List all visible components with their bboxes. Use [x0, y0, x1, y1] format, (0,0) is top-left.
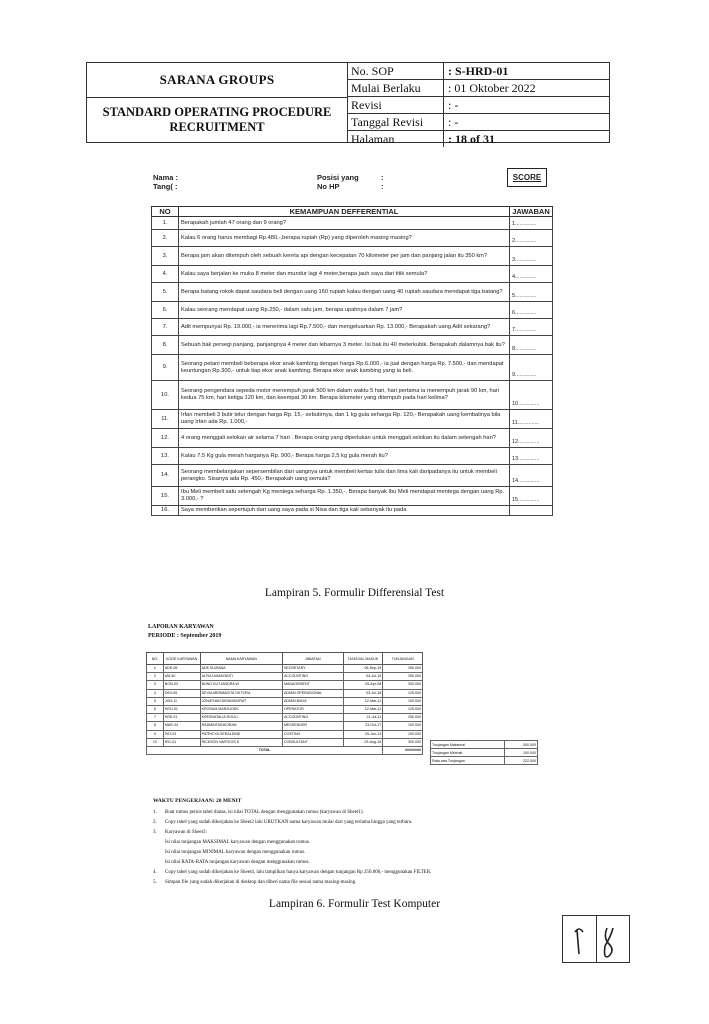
meta-key: No. SOP: [348, 63, 444, 79]
sop-title-line2: RECRUITMENT: [169, 120, 265, 134]
row-no: 10: [147, 738, 164, 746]
row-kode: AM-50: [163, 673, 200, 681]
row-tunjangan: 150.000: [383, 697, 423, 705]
row-jabatan: OPERATOR: [282, 705, 343, 713]
row-tanggal: 03-Jul-18: [343, 689, 383, 697]
question-text: Sebuah bak persegi panjang, panjangnya 4 meter dan lebarnya 3 meter. Isi bak itu 40 meterkubik. Berapakah dalamnya bak itu?: [179, 336, 510, 355]
answer-blank: 10..............: [510, 381, 553, 410]
row-tanggal: 25-Aug-15: [343, 738, 383, 746]
table-row: [147, 714, 423, 722]
instruction-text: Isi nilai tunjangan MAKSIMAL karyawan dengan menggunakan rumus.: [165, 840, 311, 845]
total-label: TOTAL: [147, 746, 383, 754]
col-no: NO.: [147, 653, 164, 665]
col-jabatan: JABATAN: [282, 653, 343, 665]
row-nama: JONATHAN DIRANINGRAT: [200, 697, 282, 705]
summary-label: Tunjangan Maksimal: [431, 741, 505, 749]
computer-test-form: [143, 620, 543, 885]
meta-value: : 18 of 31: [448, 132, 495, 146]
instruction-text: Copy tabel yang sudah dikerjakan ke Sheet2 lalu URUTKAN nama karyawan mulai dari yang terlama hingga yang terbaru.: [165, 820, 413, 825]
row-nama: RADMINTARIKORAN: [200, 722, 282, 730]
row-tunjangan: 300.000: [383, 738, 423, 746]
question-text: Irfan membeli 3 butir telur dengan harga Rp. 15,- sebutirnya, dan 1 kg gula seharga Rp. 120,- Berapakah uang kembalinya bila uang Irfan ada Rp. 1.000,-: [179, 410, 510, 429]
question-text: Berapa jam akan ditempuh oleh sebuah kereta api dengan kecepatan 70 kilometer per jam dan panjang jalan itu 350 km?: [179, 247, 510, 266]
answer-blank: 4..............: [510, 266, 553, 283]
row-kode: BON-03: [163, 681, 200, 689]
row-tanggal: 06-Sep-19: [343, 665, 383, 673]
question-number: 5.: [152, 283, 179, 302]
question-number: 7.: [152, 319, 179, 336]
row-tanggal: 12-Mar-11: [343, 705, 383, 713]
question-number: 14.: [152, 465, 179, 487]
row-jabatan: MESSENGER: [282, 722, 343, 730]
caption-lampiran-6: Lampiran 6. Formulir Test Komputer: [268, 898, 441, 910]
table-row: [147, 730, 423, 738]
instruction-number: 3.: [153, 830, 157, 835]
instruction-number: 1.: [153, 810, 157, 815]
meta-value: : 01 Oktober 2022: [448, 81, 536, 95]
row-jabatan: ADMIN OPERASIONAL: [282, 689, 343, 697]
question-row: [152, 465, 553, 487]
meta-key: Mulai Berlaku: [348, 80, 444, 96]
summary-label: Rata-rata Tunjangan: [431, 757, 505, 765]
row-tunjangan: 100.000: [383, 722, 423, 730]
row-jabatan: MANAGEMENT: [282, 681, 343, 689]
row-tanggal: 05-Apr-08: [343, 681, 383, 689]
posisi-colon: :: [381, 173, 384, 182]
meta-value: : S-HRD-01: [448, 64, 509, 78]
instruction-number: 5.: [153, 880, 157, 885]
meta-row-revisi: [348, 97, 610, 114]
row-tunjangan: 250.000: [383, 714, 423, 722]
question-row: [152, 283, 553, 302]
row-kode: JON-11: [163, 697, 200, 705]
row-kode: PAT-03: [163, 730, 200, 738]
caption-lampiran-5: Lampiran 5. Formulir Differensial Test: [264, 587, 445, 599]
question-text: Seorang membelanjakan sepersembilan dari uangnya untuk membeli kertas tulis dan lima kali daripadanya itu untuk membeli perangko. Sisanya ada Rp. 450,- Berapakah uang semula?: [179, 465, 510, 487]
instruction-text: Copy tabel yang sudah dikerjakan ke Sheet4, lalu tampilkan hanya karyawan dengan tunjangan Rp 250.000,- menggunakan FILTER.: [165, 870, 432, 875]
instruction-item: [153, 828, 533, 838]
meta-row-tanggal-revisi: [348, 114, 610, 131]
sop-meta: [348, 63, 610, 147]
table-row: [147, 673, 423, 681]
col-tunjangan: TUNJANGAN: [383, 653, 423, 665]
score-box: SCORE: [507, 168, 547, 187]
summary-table: [430, 740, 538, 765]
answer-blank: 9..............: [510, 355, 553, 381]
row-nama: PATRICYA GERALDINE: [200, 730, 282, 738]
question-number: 12.: [152, 429, 179, 448]
meta-key: Tanggal Revisi: [348, 114, 444, 130]
table-row: [147, 738, 423, 746]
question-row: [152, 381, 553, 410]
row-no: 5: [147, 697, 164, 705]
question-text: Kalau saya berjalan ke muka 8 meter dan mundur lagi 4 meter,berapa jauh saya dari titik semula?: [179, 266, 510, 283]
question-number: 2.: [152, 230, 179, 247]
question-row: [152, 355, 553, 381]
row-no: 9: [147, 730, 164, 738]
instruction-text: Buat rumus pernis tabel diatas, isi nilai TOTAL dengan menggunakan rumus (karyawan di Sheet1).: [165, 810, 364, 815]
work-time: WAKTU PENGERJAAN: 20 MENIT: [153, 798, 242, 804]
question-number: 13.: [152, 448, 179, 465]
employee-table: [146, 652, 423, 755]
total-row: [147, 746, 423, 754]
col-nama: NAMA KARYAWAN: [200, 653, 282, 665]
answer-blank: 12..............: [510, 429, 553, 448]
row-tunjangan: 125.000: [383, 705, 423, 713]
meta-row-mulai: [348, 80, 610, 97]
question-text: Adit mempunyai Rp. 19.000,- ia menerima lagi Rp.7.500,- dan mengeluarkan Rp. 13.000,- Berapakah uang Adit sekarang?: [179, 319, 510, 336]
instruction-item: [153, 838, 533, 848]
summary-value: 100.000: [505, 749, 538, 757]
row-kode: KRO-01: [163, 705, 200, 713]
row-tanggal: 04-Jul-15: [343, 673, 383, 681]
summary-value: 300.000: [505, 741, 538, 749]
question-number: 15.: [152, 487, 179, 506]
meta-value: : -: [448, 98, 459, 112]
row-nama: BONG KUTJANDRA W: [200, 681, 282, 689]
row-nama: ADE SUZIANA: [200, 665, 282, 673]
instruction-number: 2.: [153, 820, 157, 825]
question-row: [152, 506, 553, 516]
row-jabatan: ADMIN BIAYA: [282, 697, 343, 705]
meta-row-halaman: [348, 131, 610, 147]
question-text: 4 orang menggali selokan air selama 7 hari . Berapa orang yang diperlukan untuk menggali selokan itu dalam setengah hari?: [179, 429, 510, 448]
instruction-item: [153, 868, 533, 878]
row-tunjangan: 300.000: [383, 681, 423, 689]
row-tanggal: 25-Jun-13: [343, 730, 383, 738]
nama-label: Nama :: [153, 173, 179, 182]
col-jawaban: JAWABAN: [510, 207, 553, 217]
question-text: Ibu Meli membeli satu setengah Kg mentega seharga Rp. 1.350,-. Berapa banyak Ibu Meli mendapat mentega dengan uang Rp. 3.000,- ?: [179, 487, 510, 506]
table-row: [147, 689, 423, 697]
row-jabatan: ACCOUNTING: [282, 673, 343, 681]
differential-table: [151, 206, 553, 516]
question-row: [152, 410, 553, 429]
row-no: 3: [147, 681, 164, 689]
col-no: NO: [152, 207, 179, 217]
answer-blank: 8..............: [510, 336, 553, 355]
summary-label: Tunjangan Minimal: [431, 749, 505, 757]
answer-blank: 14..............: [510, 465, 553, 487]
row-tanggal: 23-Oct-17: [343, 722, 383, 730]
question-row: [152, 448, 553, 465]
col-kode: KODE KARYAWAN: [163, 653, 200, 665]
summary-row: [431, 749, 538, 757]
question-text: Berapa batang rokok dapat saudara beli dengan uang 160 rupiah kalau dengan uang 40 rupiah saudara mendapat tiga batang?: [179, 283, 510, 302]
row-nama: KROSUM MARZUOEK: [200, 705, 282, 713]
answer-blank: 7..............: [510, 319, 553, 336]
instruction-text: Karyawan di Sheet3:: [165, 830, 207, 835]
question-number: 1.: [152, 217, 179, 230]
question-row: [152, 336, 553, 355]
question-text: Kalau seorang mendapat uang Rp.250,- dalam satu jam, berapa upahnya dalam 7 jam?: [179, 302, 510, 319]
row-kode: KRE-01: [163, 714, 200, 722]
meta-key: Revisi: [348, 97, 444, 113]
row-no: 1: [147, 665, 164, 673]
question-row: [152, 217, 553, 230]
instruction-text: Isi nilai tunjangan MINIMAL karyawan dengan menggunakan rumus.: [165, 850, 306, 855]
question-row: [152, 429, 553, 448]
instruction-item: [153, 848, 533, 858]
instruction-item: [153, 858, 533, 868]
question-text: Kalau 7,5 Kg gula merah harganya Rp. 900,- Berapa harga 2,5 kg gula merah itu?: [179, 448, 510, 465]
question-number: 16.: [152, 506, 179, 516]
row-jabatan: CONSULTANT: [282, 738, 343, 746]
total-value: ########: [383, 746, 423, 754]
instruction-text: Isi nilai RATA-RATA tunjangan karyawan dengan menggunakan rumus.: [165, 860, 310, 865]
summary-row: [431, 757, 538, 765]
table-row: [147, 665, 423, 673]
question-text: Kalau 6 orang harus membagi Rp.480,-,berapa rupiah (Rp) yang diperoleh masing masing?: [179, 230, 510, 247]
row-jabatan: COSTING: [282, 730, 343, 738]
question-number: 3.: [152, 247, 179, 266]
differential-test-form: [149, 162, 553, 576]
instruction-item: [153, 808, 533, 818]
answer-blank: 5..............: [510, 283, 553, 302]
row-nama: DEVIA MERMADITA OKTORA: [200, 689, 282, 697]
question-text: Seorang pengendara sepeda motor menempuh jarak 500 km dalam waktu 5 hari, hari pertama ia menempuh jarak 90 km, hari kedua 75 km, hari ketiga 120 km, dan keempat 30 km. Berapa kilometer yang ditempuh pada hari kelima?: [179, 381, 510, 410]
meta-key: Halaman: [348, 131, 444, 147]
answer-blank: 2..............: [510, 230, 553, 247]
answer-blank: 6..............: [510, 302, 553, 319]
answer-blank: 11..............: [510, 410, 553, 429]
col-kemampuan: KEMAMPUAN DEFFERENTIAL: [179, 207, 510, 217]
tanggal-label: Tang( :: [153, 182, 178, 191]
row-tunjangan: 150.000: [383, 730, 423, 738]
instruction-item: [153, 818, 533, 828]
row-jabatan: SECRETARY: [282, 665, 343, 673]
question-number: 10.: [152, 381, 179, 410]
question-text: Saya memberikan sepertujuh dari uang saya pada si Nisa dan tiga kali sebanyak itu pada: [179, 506, 510, 516]
summary-value: 222.000: [505, 757, 538, 765]
question-number: 8.: [152, 336, 179, 355]
hp-label: No HP: [317, 182, 340, 191]
row-tunjangan: 250.000: [383, 673, 423, 681]
answer-blank: [510, 506, 553, 516]
table-row: [147, 681, 423, 689]
col-tanggal: TANGGAL MASUK: [343, 653, 383, 665]
report-period: PERIODE : September 2019: [148, 633, 222, 639]
question-row: [152, 247, 553, 266]
row-tunjangan: 250.000: [383, 665, 423, 673]
row-no: 7: [147, 714, 164, 722]
initials-box: [562, 915, 630, 963]
question-number: 6.: [152, 302, 179, 319]
sop-title: [87, 97, 348, 143]
posisi-label: Posisi yang: [317, 173, 359, 182]
instruction-item: [153, 878, 533, 888]
sop-header-table: [86, 62, 610, 146]
instruction-number: 4.: [153, 870, 157, 875]
row-kode: MAR-34: [163, 722, 200, 730]
row-kode: ADE-06: [163, 665, 200, 673]
table-row: [147, 697, 423, 705]
company-name: SARANA GROUPS: [87, 63, 348, 98]
question-row: [152, 487, 553, 506]
row-nama: RICKSON VARTEGS K: [200, 738, 282, 746]
signature-mark: [563, 916, 629, 962]
row-kode: RIC-01: [163, 738, 200, 746]
sop-title-line1: STANDARD OPERATING PROCEDURE: [102, 105, 332, 119]
question-text: Berapakah jumlah 47 orang dan 9 orang?: [179, 217, 510, 230]
row-no: 6: [147, 705, 164, 713]
table-row: [147, 722, 423, 730]
report-title: LAPORAN KARYAWAN: [148, 624, 214, 630]
table-row: [147, 705, 423, 713]
question-text: Seorang petani membeli beberapa ekor anak kambing dengan harga Rp.6.000,- ia jual dengan harga Rp. 7.500,- dan mendapat keuntungan Rp.300,- untuk tiap ekor anak kambing. Berapa ekor anak kambing yang ia beli.: [179, 355, 510, 381]
question-row: [152, 266, 553, 283]
answer-blank: 15..............: [510, 487, 553, 506]
answer-blank: 3..............: [510, 247, 553, 266]
question-number: 11.: [152, 410, 179, 429]
row-no: 8: [147, 722, 164, 730]
row-no: 4: [147, 689, 164, 697]
row-tunjangan: 125.000: [383, 689, 423, 697]
row-jabatan: ACCOUNTING: [282, 714, 343, 722]
meta-row-no-sop: [348, 63, 610, 80]
question-row: [152, 302, 553, 319]
row-kode: DEV-06: [163, 689, 200, 697]
row-nama: KRESNATALIA ROULI: [200, 714, 282, 722]
question-number: 4.: [152, 266, 179, 283]
answer-blank: 1..............: [510, 217, 553, 230]
meta-value: : -: [448, 115, 459, 129]
row-tanggal: 21-Jul-11: [343, 714, 383, 722]
instruction-text: Simpan file yang sudah dikerjakan di desktop dan diberi nama file sesuai nama masing-masing.: [165, 880, 357, 885]
row-nama: ALFIA DAMAYANTI: [200, 673, 282, 681]
question-row: [152, 319, 553, 336]
hp-colon: :: [381, 182, 384, 191]
summary-row: [431, 741, 538, 749]
question-row: [152, 230, 553, 247]
row-tanggal: 12-Mar-11: [343, 697, 383, 705]
instruction-list: [153, 808, 533, 888]
question-number: 9.: [152, 355, 179, 381]
row-no: 2: [147, 673, 164, 681]
answer-blank: 13..............: [510, 448, 553, 465]
